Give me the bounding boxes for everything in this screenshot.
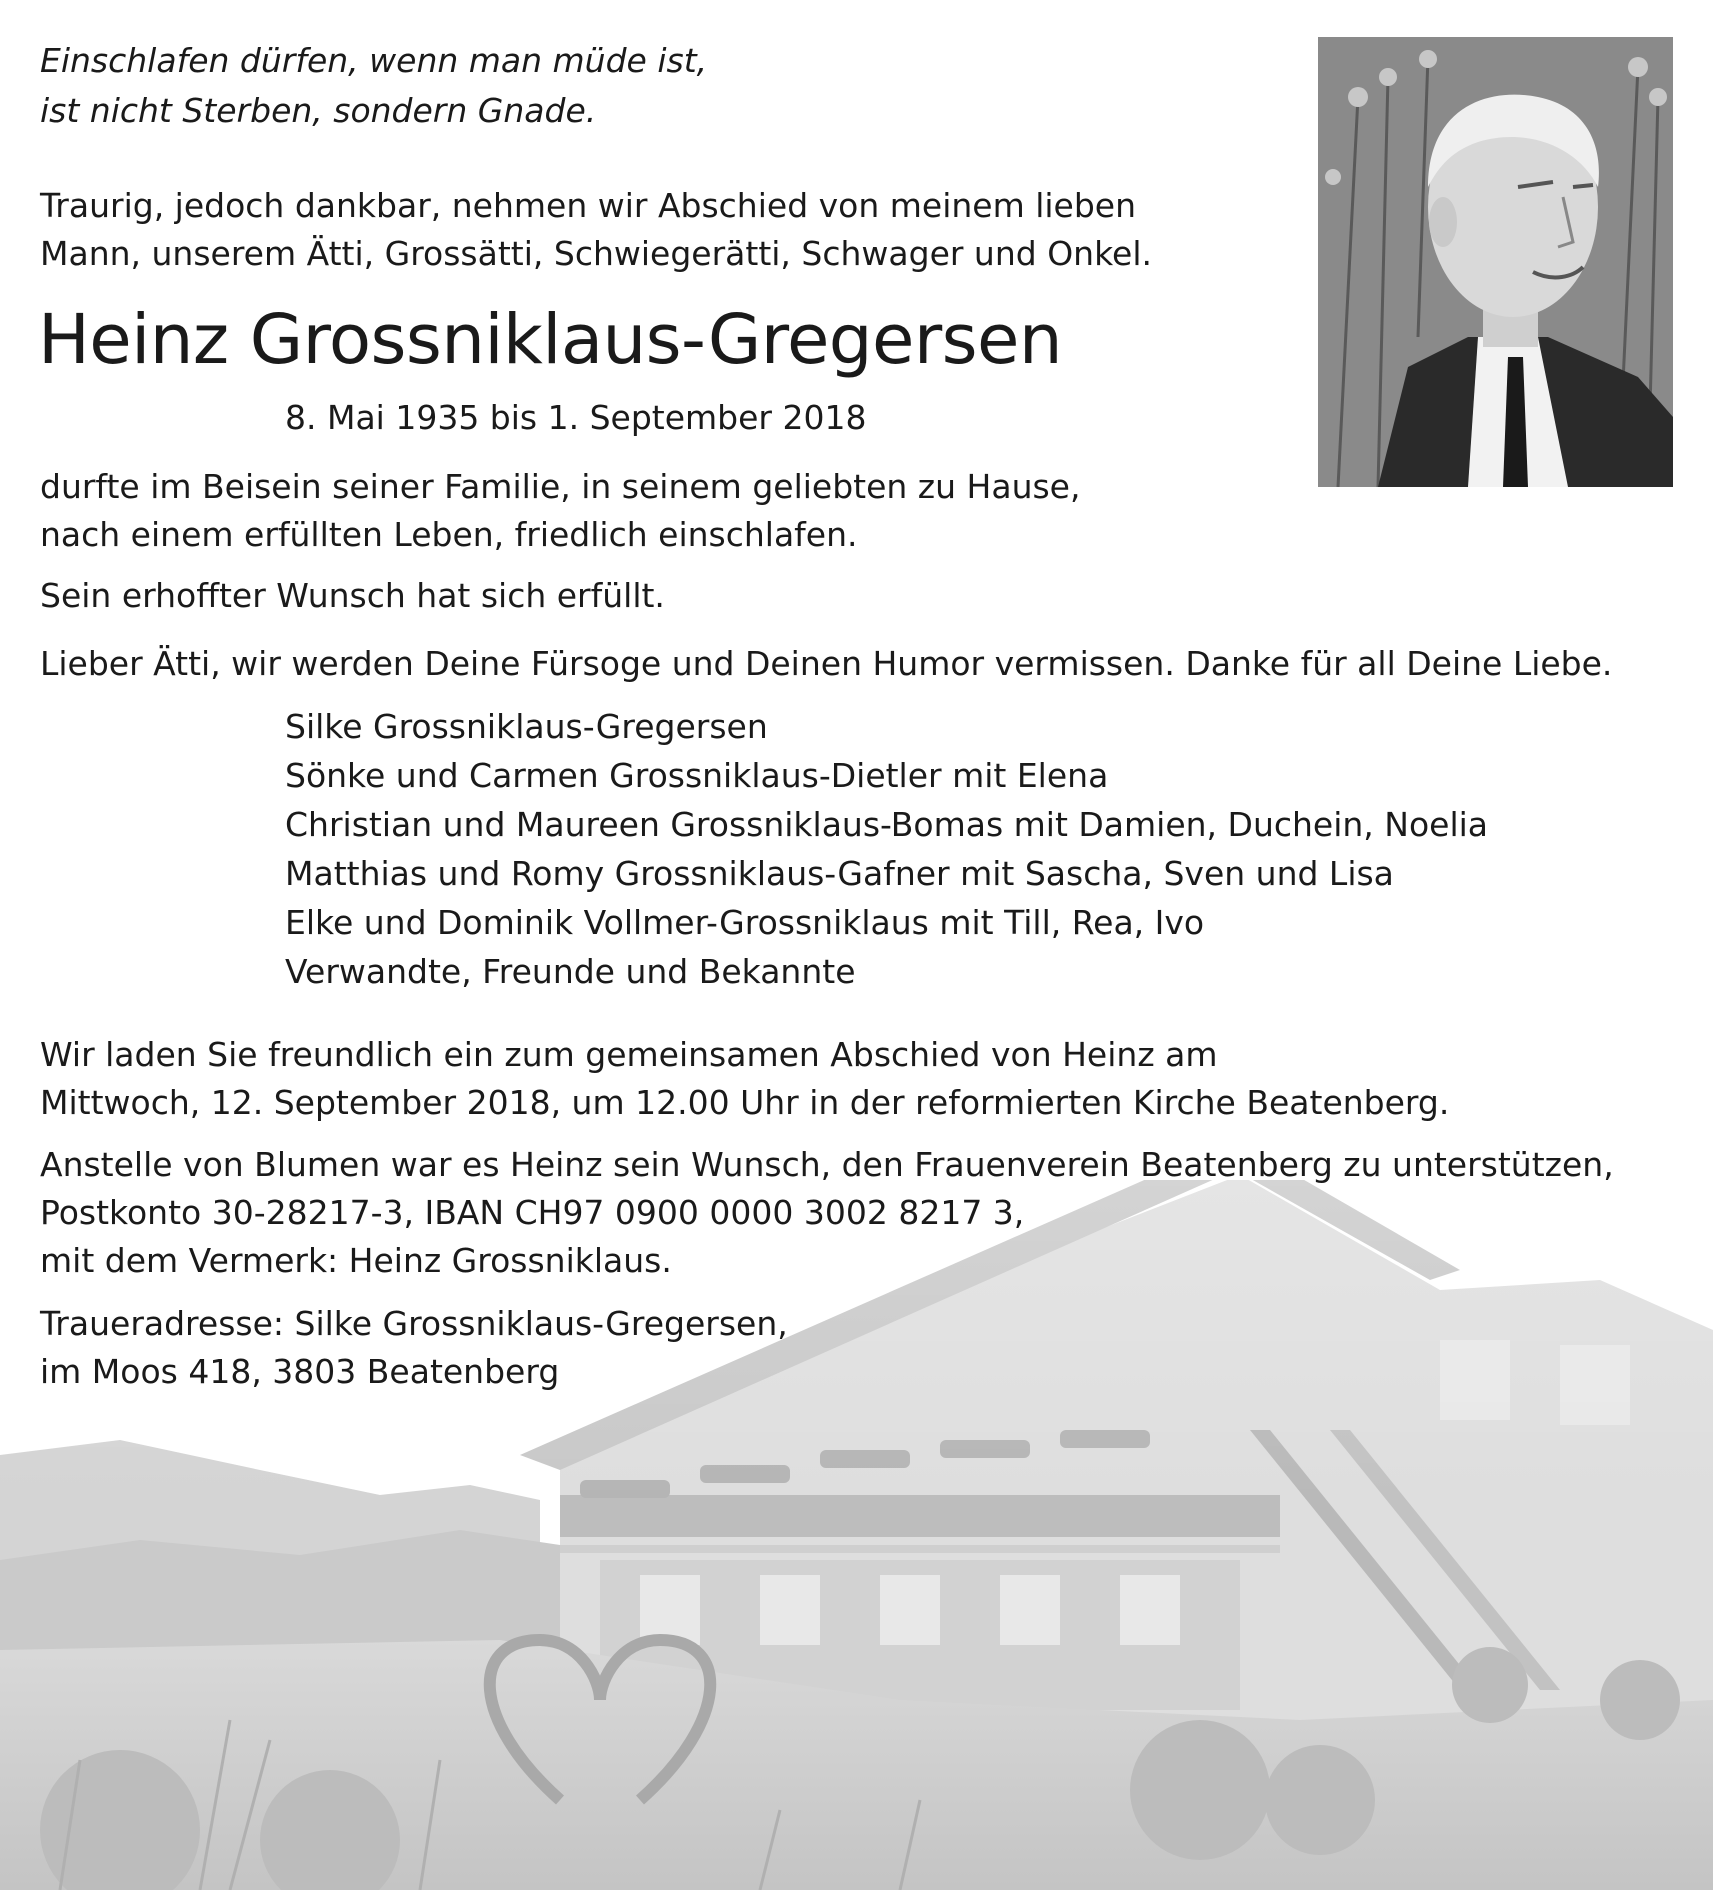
donation-note [40, 1141, 1614, 1285]
family-member: Verwandte, Freunde und Bekannte [285, 952, 856, 991]
family-list [285, 702, 1488, 996]
invitation-line: Mittwoch, 12. September 2018, um 12.00 Uhr in der reformierten Kirche Beatenberg. [40, 1083, 1450, 1122]
intro-line: Mann, unserem Ätti, Grossätti, Schwiegerätti, Schwager und Onkel. [40, 234, 1152, 273]
intro-text [40, 182, 1152, 278]
life-dates: 8. Mai 1935 bis 1. September 2018 [285, 398, 867, 437]
portrait-photo [1318, 37, 1673, 487]
service-invitation [40, 1031, 1449, 1127]
paragraph-line: durfte im Beisein seiner Familie, in seinem geliebten zu Hause, [40, 467, 1081, 506]
paragraph-passing [40, 463, 1080, 559]
family-member: Matthias und Romy Grossniklaus-Gafner mit Sascha, Sven und Lisa [285, 854, 1394, 893]
family-member: Silke Grossniklaus-Gregersen [285, 707, 768, 746]
paragraph-line: nach einem erfüllten Leben, friedlich einschlafen. [40, 515, 858, 554]
family-member: Elke und Dominik Vollmer-Grossniklaus mit Till, Rea, Ivo [285, 903, 1205, 942]
paragraph-wish: Sein erhoffter Wunsch hat sich erfüllt. [40, 576, 665, 615]
paragraph-farewell: Lieber Ätti, wir werden Deine Fürsoge und Deinen Humor vermissen. Danke für all Deine Liebe. [40, 644, 1613, 683]
donation-line: mit dem Vermerk: Heinz Grossniklaus. [40, 1241, 672, 1280]
donation-line: Anstelle von Blumen war es Heinz sein Wunsch, den Frauenverein Beatenberg zu unterstützen, [40, 1145, 1614, 1184]
family-member: Christian und Maureen Grossniklaus-Bomas mit Damien, Duchein, Noelia [285, 805, 1489, 844]
address-line: im Moos 418, 3803 Beatenberg [40, 1352, 560, 1391]
verse-line: Einschlafen dürfen, wenn man müde ist, [40, 41, 708, 80]
invitation-line: Wir laden Sie freundlich ein zum gemeinsamen Abschied von Heinz am [40, 1035, 1218, 1074]
family-member: Sönke und Carmen Grossniklaus-Dietler mit Elena [285, 756, 1109, 795]
verse [40, 36, 707, 136]
deceased-name: Heinz Grossniklaus-Gregersen [38, 300, 1062, 380]
verse-line: ist nicht Sterben, sondern Gnade. [40, 91, 597, 130]
donation-line: Postkonto 30-28217-3, IBAN CH97 0900 0000 3002 8217 3, [40, 1193, 1025, 1232]
address-line: Traueradresse: Silke Grossniklaus-Gregersen, [40, 1304, 788, 1343]
intro-line: Traurig, jedoch dankbar, nehmen wir Abschied von meinem lieben [40, 186, 1137, 225]
mourning-address [40, 1300, 788, 1396]
